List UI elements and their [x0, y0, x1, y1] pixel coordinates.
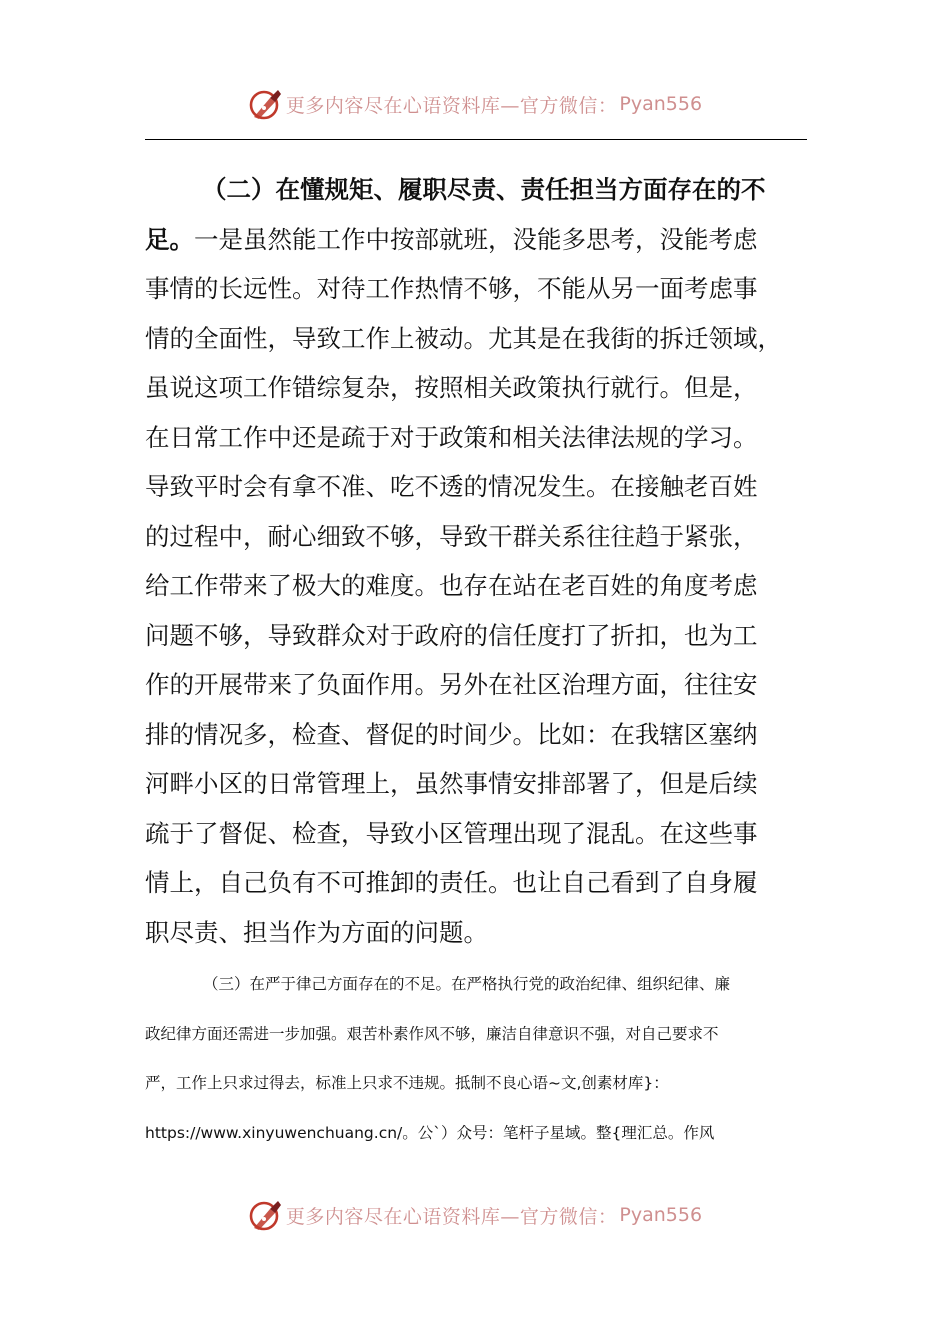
section-three-line: 政纪律方面还需进一步加强。艰苦朴素作风不够，廉洁自律意识不强，对自己要求不 [145, 1024, 719, 1043]
paragraph-line: 情上，自己负有不可推卸的责任。也让自己看到了自身履 [145, 868, 758, 897]
section-two-heading: （二）在懂规矩、履职尽责、责任担当方面存在的不 [202, 175, 766, 204]
pen-nib-logo-icon [248, 86, 284, 122]
section-two-paragraph [145, 165, 810, 957]
paragraph-line: 作的开展带来了负面作用。另外在社区治理方面，往往安 [145, 670, 758, 699]
paragraph-line: 导致平时会有拿不准、吃不透的情况发生。在接触老百姓 [145, 472, 758, 501]
pen-nib-logo-icon [248, 1197, 284, 1233]
paragraph-line: 疏于了督促、检查，导致小区管理出现了混乱。在这些事 [145, 818, 758, 848]
paragraph-line [145, 215, 810, 265]
header-banner-handle: Pyan556 [619, 93, 703, 115]
paragraph-line: 问题不够，导致群众对于政府的信任度打了折扣，也为工 [145, 620, 758, 650]
header-banner-text: 更多内容尽在心语资料库—官方微信： [285, 94, 618, 117]
paragraph-line: 职尽责、担当作为方面的问题。 [145, 917, 488, 947]
paragraph-line-text: 一是虽然能工作中按部就班，没能多思考，没能考虑 [194, 224, 758, 254]
paragraph-line: 给工作带来了极大的难度。也存在站在老百姓的角度考虑 [145, 571, 758, 600]
header-banner [0, 84, 950, 124]
paragraph-line: 事情的长远性。对待工作热情不够，不能从另一面考虑事 [145, 274, 758, 303]
paragraph-line: 的过程中，耐心细致不够，导致干群关系往往趋于紧张， [145, 521, 758, 551]
paragraph-line: 排的情况多，检查、督促的时间少。比如：在我辖区塞纳 [145, 719, 758, 749]
section-three-line: https://www.xinyuwenchuang.cn/。公`）众号：笔杆子星域。整{理汇总。作风 [145, 1123, 715, 1142]
section-three-line: 严，工作上只求过得去，标准上只求不违规。抵制不良心语~文,创素材库}： [145, 1074, 669, 1092]
section-three-line: （三）在严于律己方面存在的不足。在严格执行党的政治纪律、组织纪律、廉 [203, 975, 731, 993]
header-rule [145, 139, 807, 140]
paragraph-line: 虽说这项工作错综复杂，按照相关政策执行就行。但是， [145, 373, 758, 402]
footer-banner [0, 1195, 950, 1235]
footer-banner-text: 更多内容尽在心语资料库—官方微信： [285, 1205, 618, 1228]
paragraph-line: 在日常工作中还是疏于对于政策和相关法律法规的学习。 [145, 422, 758, 452]
section-two-heading-end: 足。 [145, 224, 194, 254]
footer-banner-handle: Pyan556 [619, 1204, 703, 1226]
paragraph-line: 河畔小区的日常管理上，虽然事情安排部署了，但是后续 [145, 769, 758, 798]
paragraph-line: 情的全面性，导致工作上被动。尤其是在我街的拆迁领域， [145, 323, 782, 353]
section-three-paragraph [145, 960, 810, 1158]
